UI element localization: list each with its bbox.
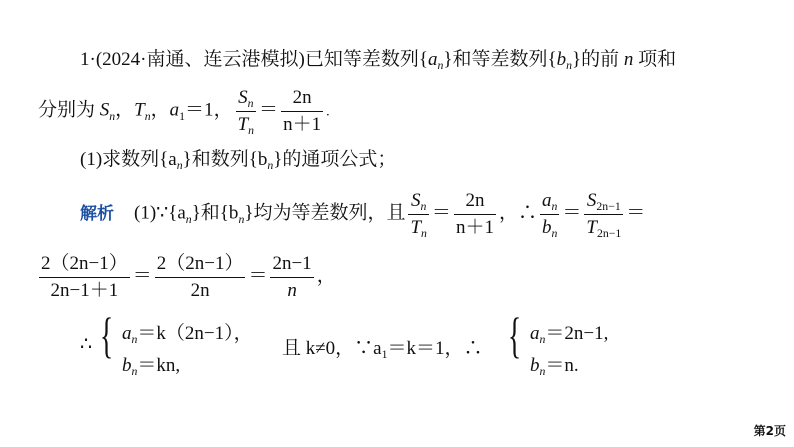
problem-number: 1 <box>80 49 90 70</box>
frac-2: $\frac{2(2n-1)}{2n}$ <box>156 253 244 301</box>
sol-ratio-S2n-T2n: $\frac{S_{2n-1}}{T_{2n-1}}$ <box>586 190 622 240</box>
page-number: 第2页 <box>753 424 786 438</box>
sol-ratio-ST: $\frac{S_n}{T_n}$ <box>410 190 427 240</box>
brace-1: { <box>100 307 114 363</box>
system-1-row-2: $b_n=kn$, <box>122 355 181 379</box>
solution-label: 解析 <box>80 203 114 224</box>
problem-sum-text: 项和 <box>638 49 677 70</box>
sol-ratio-ab: $\frac{a_n}{b_n}$ <box>541 190 558 240</box>
a1: a <box>169 99 180 121</box>
problem-prefix: 的前 <box>581 49 620 70</box>
solution-part: (1)∵{a <box>134 202 186 224</box>
sol-ratio-2n: $\frac{2n}{n+1}$ <box>455 190 494 238</box>
frac-3: $\frac{2n-1}{n}$ <box>272 253 312 301</box>
frac-1: $\frac{2(2n-1)}{2n-1+1}$ <box>41 253 128 301</box>
solution-line-2: $\frac{2(2n-1)}{2n-1+1}$ ＝ $\frac{2(2n-1)}{2n}$ ＝ $\frac{2n-1}{n}$ ， <box>41 253 336 301</box>
therefore-symbol: ∴ <box>517 202 537 224</box>
ratio-fraction-2n: $\frac{2n}{n+1}$ <box>283 87 322 135</box>
problem-source: (2024·南通、连云港模拟) <box>95 49 305 70</box>
system-2-row-2: $b_n=n$. <box>530 355 579 379</box>
problem-line2-start: 分别为 <box>38 99 96 121</box>
therefore-1: ∴ <box>80 334 93 355</box>
problem-intro: 已知等差数列 <box>304 49 419 70</box>
ratio-fraction-ST: $\frac{S_n}{T_n}$ <box>237 87 255 137</box>
S-n: S <box>99 99 110 121</box>
brace-2: { <box>508 307 522 363</box>
a1-value: ＝1 <box>185 99 214 121</box>
problem-line-2: 分别为 $S_n$，$T_n$，$a_1=1$， $\frac{S_n}{T_n}$ ＝ $\frac{2n}{n+1}$ . <box>38 87 330 137</box>
problem-and-text: 和等差数列 <box>452 49 548 70</box>
problem-line-1: 1·(2024·南通、连云港模拟)已知等差数列$\{a_n\}$和等差数列$\{b_n\}$的前 n 项和 <box>80 49 677 73</box>
system-1-row-1: $a_n=k(2n-1)$， <box>122 323 253 347</box>
solution-line-1: 解析 $(1)\because\{a_n\}$和$\{b_n\}$均为等差数列，且 $\frac{S_n}{T_n}$ ＝ $\frac{2n}{n+1}$ ，∴ $\frac{a_n}{b_n}$ ＝ $\frac{S_{2n-1}}{T_{2n-1}}$ ＝ <box>80 190 646 240</box>
system-2-row-1: $a_n=2n-1$, <box>530 323 609 347</box>
n-variable: n <box>623 49 634 70</box>
T-n: T <box>134 99 145 121</box>
problem-part1: (1)求数列$\{a_n\}$和数列$\{b_n\}$的通项公式； <box>80 149 397 173</box>
middle-condition: 且 k≠0，$\because a_1=k=1$，∴ <box>282 338 483 362</box>
